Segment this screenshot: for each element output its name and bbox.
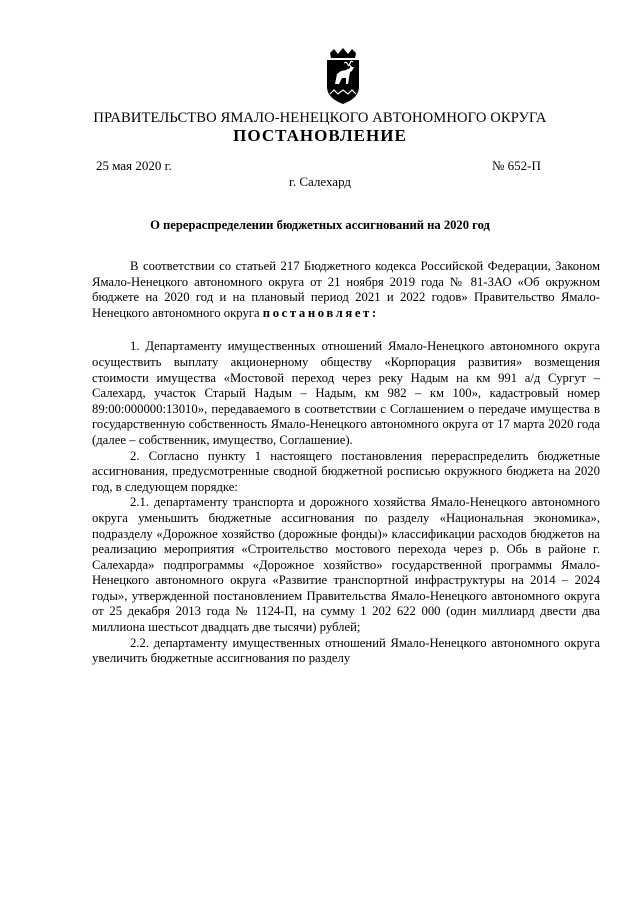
document-type: ПОСТАНОВЛЕНИЕ: [233, 126, 407, 145]
preamble-paragraph: [92, 259, 600, 321]
decree-word: постановляет:: [262, 305, 379, 320]
paragraph-1: 1. Департаменту имущественных отношений Ямало-Ненецкого автономного округа осуществить выплату акционерному обществу «Корпорация развития» возмещения стоимости имущества «Мостовой переход через реку Надым на км 991 а/д Сургут – Салехард, участок Старый Надым – Надым, км 982 – км 100», кадастровый номер 89:00:000000:13010», передаваемого в соответствии с Соглашением о передаче имущества в государственную собственность Ямало-Ненецкого автономного округа от 17 марта 2020 года (далее – собственник, имущество, Соглашение).: [92, 339, 600, 447]
paragraph-2-2: 2.2. департаменту имущественных отношений Ямало-Ненецкого автономного округа увеличить бюджетные ассигнования по разделу: [92, 635, 600, 666]
coat-of-arms-icon: [324, 47, 362, 105]
preamble-text: В соответствии со статьей 217 Бюджетного кодекса Российской Федерации, Законом Ямало-Ненецкого автономного округа от 21 ноября 2019 года № 81-ЗАО «Об окружном бюджете на 2020 год и на плановый период 2021 и 2022 годов» Правительство Ямало-Ненецкого автономного округа: [92, 259, 600, 320]
paragraph-2: 2. Согласно пункту 1 настоящего постановления перераспределить бюджетные ассигнования, предусмотренные сводной бюджетной росписью окружного бюджета на 2020 год, в следующем порядке:: [92, 448, 600, 494]
document-body: [92, 259, 600, 667]
document-title: О перераспределении бюджетных ассигнований на 2020 год: [150, 218, 490, 232]
document-city: г. Салехард: [288, 174, 352, 189]
document-number: № 652-П: [492, 158, 541, 173]
document-date: 25 мая 2020 г.: [96, 158, 172, 173]
paragraph-2-1: 2.1. департаменту транспорта и дорожного хозяйства Ямало-Ненецкого автономного округа уменьшить бюджетные ассигнования по разделу «Национальная экономика», подразделу «Дорожное хозяйство (дорожные фонды)» классификации расходов бюджетов на реализацию мероприятия «Строительство мостового перехода через р. Обь в районе г. Салехарда» подпрограммы «Дорожное хозяйство» государственной программы Ямало-Ненецкого автономного округа «Развитие транспортной инфраструктуры на 2014 – 2024 годы», утвержденной постановлением Правительства Ямало-Ненецкого автономного округа от 25 декабря 2013 года № 1124-П, на сумму 1 202 622 000 (один миллиард двести два миллиона шестьсот двадцать две тысячи) рублей;: [92, 495, 600, 635]
organization-name: ПРАВИТЕЛЬСТВО ЯМАЛО-НЕНЕЦКОГО АВТОНОМНОГО ОКРУГА: [93, 110, 547, 126]
